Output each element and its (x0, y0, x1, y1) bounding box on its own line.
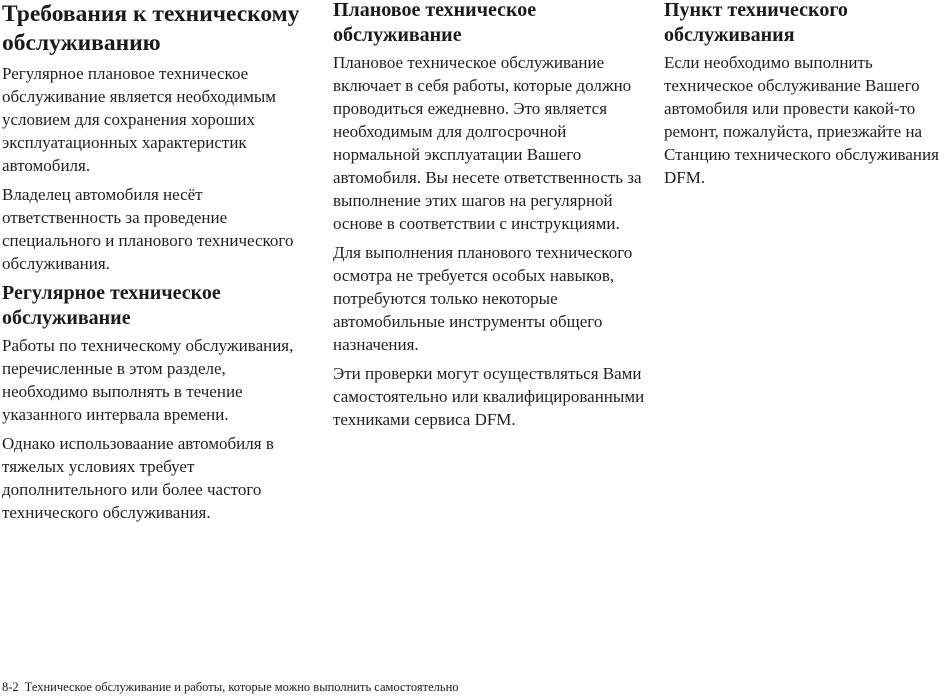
column-right (664, 0, 949, 195)
paragraph: Эти проверки могут осуществляться Вами самостоятельно или квалифицированными техниками сервиса DFM. (333, 364, 645, 429)
paragraph: Работы по техническому обслуживания, перечисленные в этом разделе, необходимо выполнять в течение указанного интервала времени. (2, 336, 294, 424)
paragraph: Для выполнения планового технического осмотра не требуется особых навыков, потребуются только некоторые автомобильные инструменты общего назначения. (333, 243, 633, 354)
paragraph: Владелец автомобиля несёт ответственность за проведение специального и планового технического обслуживания. (2, 185, 294, 273)
section-heading: Регулярное техническое обслуживание (2, 282, 221, 329)
column-left (2, 0, 312, 530)
page-footer (2, 679, 459, 695)
section-heading: Плановое техническое обслуживание (333, 0, 537, 46)
section-heading: Пункт технического обслуживания (664, 0, 848, 46)
paragraph: Однако использоваание автомобиля в тяжелых условиях требует дополнительного или более частого технического обслуживания. (2, 434, 274, 522)
footer-text: Техническое обслуживание и работы, которые можно выполнить самостоятельно (24, 680, 459, 694)
paragraph: Если необходимо выполнить техническое обслуживание Вашего автомобиля или провести какой-то ремонт, пожалуйста, приезжайте на Станцию технического обслуживания DFM. (664, 53, 939, 187)
page-title: Требования к техническому обслуживанию (2, 1, 300, 56)
column-middle (333, 0, 653, 437)
paragraph: Плановое техническое обслуживание включает в себя работы, которые должно проводиться ежедневно. Это является необходимым для долгосрочной нормальной эксплуатации Вашего автомобиля. Вы несете ответственность за выполнение этих шагов на регулярной основе в соответствии с инструкциями. (333, 53, 642, 233)
paragraph: Регулярное плановое техническое обслуживание является необходимым условием для сохранения хороших эксплуатационных характеристик автомобиля. (2, 64, 277, 175)
page-number: 8-2 (2, 680, 19, 694)
